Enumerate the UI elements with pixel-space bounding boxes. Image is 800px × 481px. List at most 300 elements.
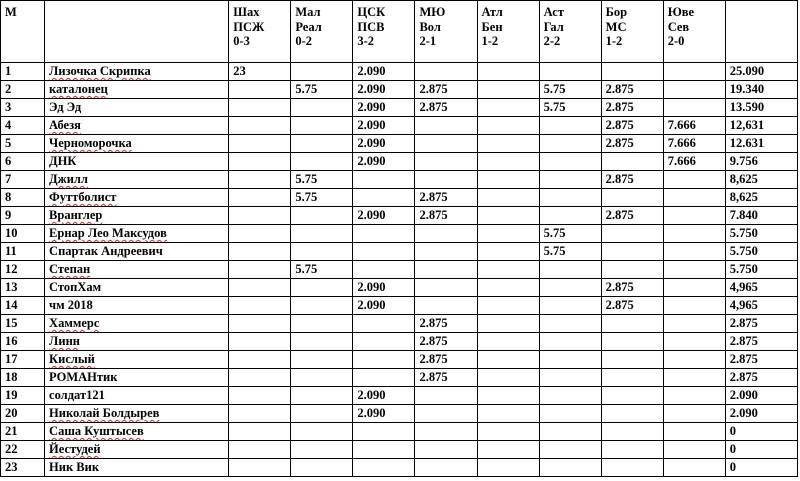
match-points-cell: 2.090 (353, 81, 415, 99)
match-points-cell: 23 (229, 63, 291, 81)
match-points-cell (229, 315, 291, 333)
match-points-cell (291, 405, 353, 423)
participant-name-text: Хаммерс (49, 316, 100, 330)
match-points-cell: 2.090 (353, 63, 415, 81)
match-points-cell (229, 81, 291, 99)
table-row (1, 369, 798, 387)
match-points-cell (539, 405, 601, 423)
participant-name-text: СтопХам (49, 280, 102, 294)
match-points-cell (353, 225, 415, 243)
match-points-cell: 7.666 (663, 117, 725, 135)
match-points-cell (477, 261, 539, 279)
match-points-cell (415, 117, 477, 135)
match-team: Реал (295, 19, 322, 34)
match-points-cell (353, 171, 415, 189)
match-team: Бен (481, 19, 503, 34)
match-points-cell: 2.090 (353, 207, 415, 225)
row-number: 9 (1, 207, 45, 225)
match-points-cell: 2.875 (601, 117, 663, 135)
row-number: 23 (1, 459, 45, 477)
match-points-cell: 2.875 (415, 207, 477, 225)
row-number: 6 (1, 153, 45, 171)
match-points-cell (229, 279, 291, 297)
match-points-cell (663, 261, 725, 279)
match-points-cell (539, 189, 601, 207)
match-points-cell (353, 441, 415, 459)
match-team: Юве (667, 5, 695, 19)
match-team: ПСЖ (233, 19, 265, 34)
match-points-cell (229, 405, 291, 423)
match-points-cell (663, 63, 725, 81)
match-team: МЮ (419, 5, 446, 19)
match-points-cell (539, 297, 601, 315)
header-row (1, 1, 798, 63)
match-score: 2-2 (543, 34, 561, 48)
participant-name (45, 243, 229, 261)
match-points-cell (663, 189, 725, 207)
match-points-cell (539, 351, 601, 369)
table-row (1, 207, 798, 225)
row-number: 1 (1, 63, 45, 81)
participant-name-text: Черноморочка (49, 136, 132, 150)
total-points-cell: 2.875 (725, 333, 797, 351)
match-points-cell: 5.75 (291, 171, 353, 189)
match-points-cell (477, 243, 539, 261)
match-points-cell (477, 297, 539, 315)
row-number: 7 (1, 171, 45, 189)
match-points-cell (291, 423, 353, 441)
match-points-cell: 5.75 (291, 189, 353, 207)
match-points-cell (663, 387, 725, 405)
match-points-cell: 2.875 (601, 207, 663, 225)
match-points-cell (477, 153, 539, 171)
match-points-cell (353, 261, 415, 279)
total-points-cell: 2.875 (725, 315, 797, 333)
match-points-cell (477, 171, 539, 189)
match-team: ЦСК (357, 5, 386, 19)
match-points-cell (477, 135, 539, 153)
match-points-cell (663, 171, 725, 189)
match-points-cell (477, 81, 539, 99)
match-points-cell (477, 351, 539, 369)
match-team: ПСВ (357, 19, 385, 34)
table-row (1, 63, 798, 81)
total-points-cell: 4,965 (725, 297, 797, 315)
participant-name-text: Линн (49, 334, 80, 348)
match-points-cell (415, 387, 477, 405)
total-points-cell: 19.340 (725, 81, 797, 99)
match-points-cell (229, 189, 291, 207)
match-points-cell (229, 297, 291, 315)
header-total (725, 1, 797, 63)
match-points-cell (539, 459, 601, 477)
match-points-cell (353, 333, 415, 351)
participant-name-text: Вранглер (49, 208, 103, 222)
total-points-cell: 2.875 (725, 369, 797, 387)
total-points-cell: 4,965 (725, 279, 797, 297)
participant-name-text: Ник Вик (49, 460, 100, 474)
match-points-cell (539, 135, 601, 153)
header-num: М (1, 1, 45, 63)
match-points-cell: 7.666 (663, 135, 725, 153)
row-number: 2 (1, 81, 45, 99)
match-points-cell: 2.090 (353, 387, 415, 405)
match-points-cell (601, 387, 663, 405)
match-points-cell (477, 99, 539, 117)
match-points-cell: 2.875 (415, 333, 477, 351)
match-points-cell (601, 441, 663, 459)
match-points-cell (601, 153, 663, 171)
match-points-cell (291, 153, 353, 171)
match-points-cell (291, 135, 353, 153)
header-match-4 (415, 1, 477, 63)
match-points-cell (291, 459, 353, 477)
table-row (1, 99, 798, 117)
match-points-cell: 2.875 (415, 189, 477, 207)
participant-name (45, 297, 229, 315)
match-points-cell: 2.090 (353, 99, 415, 117)
total-points-cell: 12.631 (725, 135, 797, 153)
table-row (1, 81, 798, 99)
participant-name (45, 99, 229, 117)
match-points-cell (415, 153, 477, 171)
match-points-cell (663, 459, 725, 477)
match-points-cell (477, 189, 539, 207)
table-row (1, 297, 798, 315)
participant-name (45, 135, 229, 153)
participant-name (45, 315, 229, 333)
row-number: 17 (1, 351, 45, 369)
table-row (1, 243, 798, 261)
participant-name-text: каталонец (49, 82, 108, 96)
match-points-cell: 2.090 (353, 135, 415, 153)
match-points-cell (229, 225, 291, 243)
participant-name (45, 459, 229, 477)
match-points-cell (539, 63, 601, 81)
header-match-8 (663, 1, 725, 63)
match-points-cell (229, 117, 291, 135)
match-points-cell (291, 441, 353, 459)
participant-name-text: Эд Эд (49, 100, 82, 114)
match-points-cell: 2.875 (601, 297, 663, 315)
match-team: Бор (605, 5, 628, 19)
header-match-2 (291, 1, 353, 63)
header-match-6 (539, 1, 601, 63)
match-score: 2-1 (419, 34, 437, 48)
match-points-cell (291, 333, 353, 351)
table-row (1, 405, 798, 423)
match-points-cell: 5.75 (539, 81, 601, 99)
participant-name-text: Ернар Лео Максудов (49, 226, 167, 240)
row-number: 13 (1, 279, 45, 297)
total-points-cell: 5.750 (725, 225, 797, 243)
match-points-cell: 2.875 (601, 99, 663, 117)
participant-name-text: ДНК (49, 154, 77, 168)
row-number: 14 (1, 297, 45, 315)
match-points-cell: 5.75 (539, 99, 601, 117)
total-points-cell: 7.840 (725, 207, 797, 225)
match-points-cell (291, 99, 353, 117)
row-number: 10 (1, 225, 45, 243)
match-points-cell (415, 171, 477, 189)
participant-name-text: Степан (49, 262, 91, 276)
match-points-cell (415, 225, 477, 243)
match-points-cell: 2.090 (353, 405, 415, 423)
match-points-cell (415, 63, 477, 81)
match-points-cell (601, 225, 663, 243)
match-points-cell (291, 297, 353, 315)
participant-name-text: Джилл (49, 172, 88, 186)
match-points-cell (353, 459, 415, 477)
match-points-cell (291, 117, 353, 135)
match-points-cell (477, 333, 539, 351)
participant-name-text: Саша Куштысев (49, 424, 144, 438)
match-score: 2-0 (667, 34, 685, 48)
match-points-cell (291, 369, 353, 387)
total-points-cell: 5.750 (725, 243, 797, 261)
match-points-cell (291, 315, 353, 333)
match-team: Сев (667, 19, 690, 34)
total-points-cell: 0 (725, 459, 797, 477)
total-points-cell: 0 (725, 441, 797, 459)
match-points-cell (477, 405, 539, 423)
match-points-cell (663, 207, 725, 225)
participant-name (45, 63, 229, 81)
participant-name (45, 405, 229, 423)
participant-name-text: Лизочка Скрипка (49, 64, 151, 78)
match-points-cell: 2.090 (353, 279, 415, 297)
match-points-cell (477, 207, 539, 225)
match-points-cell (601, 243, 663, 261)
participant-name (45, 423, 229, 441)
match-points-cell (229, 171, 291, 189)
match-points-cell (291, 243, 353, 261)
table-row (1, 189, 798, 207)
row-number: 15 (1, 315, 45, 333)
match-points-cell (353, 351, 415, 369)
match-points-cell (415, 135, 477, 153)
participant-name (45, 333, 229, 351)
match-points-cell (601, 351, 663, 369)
match-points-cell (539, 387, 601, 405)
participant-name (45, 441, 229, 459)
match-points-cell (477, 441, 539, 459)
match-points-cell (477, 369, 539, 387)
match-team: Вол (419, 19, 441, 34)
match-team: МС (605, 19, 627, 34)
match-points-cell (663, 243, 725, 261)
match-points-cell (601, 189, 663, 207)
match-points-cell (663, 99, 725, 117)
participant-name (45, 387, 229, 405)
total-points-cell: 9.756 (725, 153, 797, 171)
match-points-cell (229, 369, 291, 387)
match-points-cell (353, 189, 415, 207)
header-name (45, 1, 229, 63)
match-points-cell (539, 171, 601, 189)
match-points-cell (229, 441, 291, 459)
participant-name (45, 171, 229, 189)
table-row (1, 117, 798, 135)
match-points-cell (539, 423, 601, 441)
match-points-cell (291, 351, 353, 369)
match-points-cell (601, 315, 663, 333)
match-team: Мал (295, 5, 321, 19)
match-points-cell: 2.875 (601, 135, 663, 153)
participant-name (45, 351, 229, 369)
total-points-cell: 8,625 (725, 189, 797, 207)
match-points-cell (663, 225, 725, 243)
match-score: 0-2 (295, 34, 312, 48)
table-row (1, 135, 798, 153)
match-points-cell (229, 153, 291, 171)
match-team: Шах (233, 5, 260, 19)
table-row (1, 225, 798, 243)
match-points-cell (415, 441, 477, 459)
row-number: 21 (1, 423, 45, 441)
match-points-cell (353, 369, 415, 387)
match-points-cell (291, 207, 353, 225)
match-score: 0-3 (233, 34, 250, 48)
match-points-cell (601, 369, 663, 387)
match-points-cell (291, 387, 353, 405)
match-points-cell: 2.875 (601, 171, 663, 189)
row-number: 5 (1, 135, 45, 153)
match-points-cell: 5.75 (291, 81, 353, 99)
table-row (1, 441, 798, 459)
participant-name (45, 261, 229, 279)
match-points-cell: 2.090 (353, 117, 415, 135)
match-points-cell (663, 333, 725, 351)
match-points-cell (601, 405, 663, 423)
match-points-cell (539, 441, 601, 459)
row-number: 16 (1, 333, 45, 351)
match-score: 1-2 (481, 34, 499, 48)
match-points-cell (539, 153, 601, 171)
total-points-cell: 2.875 (725, 351, 797, 369)
match-points-cell (415, 279, 477, 297)
match-points-cell: 2.875 (601, 81, 663, 99)
participant-name-text: солдат121 (49, 388, 105, 402)
match-points-cell (663, 297, 725, 315)
table-body (1, 63, 798, 477)
match-points-cell (663, 315, 725, 333)
match-points-cell (229, 333, 291, 351)
match-points-cell (601, 423, 663, 441)
total-points-cell: 12,631 (725, 117, 797, 135)
match-points-cell (229, 243, 291, 261)
participant-name (45, 153, 229, 171)
match-score: 3-2 (357, 34, 375, 48)
match-points-cell (477, 423, 539, 441)
match-points-cell: 5.75 (539, 225, 601, 243)
table-row (1, 279, 798, 297)
row-number: 20 (1, 405, 45, 423)
match-points-cell: 2.090 (353, 153, 415, 171)
participant-name (45, 279, 229, 297)
total-points-cell: 25.090 (725, 63, 797, 81)
header-match-1 (229, 1, 291, 63)
participant-name (45, 369, 229, 387)
match-points-cell (601, 459, 663, 477)
match-team: Гал (543, 19, 564, 34)
table-row (1, 153, 798, 171)
match-points-cell (663, 441, 725, 459)
table-row (1, 315, 798, 333)
participant-name-text: чм 2018 (49, 298, 93, 312)
match-points-cell: 5.75 (539, 243, 601, 261)
total-points-cell: 0 (725, 423, 797, 441)
match-points-cell (601, 63, 663, 81)
match-points-cell (477, 387, 539, 405)
match-points-cell (477, 459, 539, 477)
total-points-cell: 8,625 (725, 171, 797, 189)
table-row (1, 333, 798, 351)
match-points-cell (229, 135, 291, 153)
participant-name (45, 81, 229, 99)
match-points-cell (539, 333, 601, 351)
match-points-cell (415, 405, 477, 423)
table-header (1, 1, 798, 63)
match-points-cell (539, 279, 601, 297)
match-points-cell: 2.090 (353, 297, 415, 315)
participant-name (45, 225, 229, 243)
match-points-cell (663, 81, 725, 99)
match-points-cell (477, 63, 539, 81)
table-row (1, 351, 798, 369)
table-row (1, 171, 798, 189)
match-points-cell (477, 117, 539, 135)
match-points-cell (291, 279, 353, 297)
match-points-cell (291, 63, 353, 81)
match-points-cell (229, 99, 291, 117)
row-number: 3 (1, 99, 45, 117)
match-points-cell: 2.875 (601, 279, 663, 297)
match-points-cell: 2.875 (415, 315, 477, 333)
match-score: 1-2 (605, 34, 623, 48)
row-number: 22 (1, 441, 45, 459)
match-points-cell: 2.875 (415, 99, 477, 117)
match-team: Атл (481, 5, 503, 19)
match-points-cell (663, 369, 725, 387)
match-points-cell (539, 369, 601, 387)
row-number: 18 (1, 369, 45, 387)
table-row (1, 459, 798, 477)
match-points-cell (353, 315, 415, 333)
header-match-7 (601, 1, 663, 63)
match-points-cell (539, 117, 601, 135)
table-row (1, 423, 798, 441)
participant-name (45, 207, 229, 225)
match-points-cell (539, 315, 601, 333)
match-points-cell (229, 423, 291, 441)
header-match-3 (353, 1, 415, 63)
row-number: 12 (1, 261, 45, 279)
match-points-cell (663, 351, 725, 369)
participant-name-text: Футтболист (49, 190, 117, 204)
match-points-cell: 2.875 (415, 351, 477, 369)
match-points-cell (663, 423, 725, 441)
row-number: 19 (1, 387, 45, 405)
match-points-cell: 2.875 (415, 81, 477, 99)
match-points-cell: 7.666 (663, 153, 725, 171)
match-points-cell (415, 261, 477, 279)
match-points-cell (415, 297, 477, 315)
match-points-cell (353, 423, 415, 441)
match-points-cell (663, 279, 725, 297)
table-row (1, 387, 798, 405)
total-points-cell: 2.090 (725, 405, 797, 423)
